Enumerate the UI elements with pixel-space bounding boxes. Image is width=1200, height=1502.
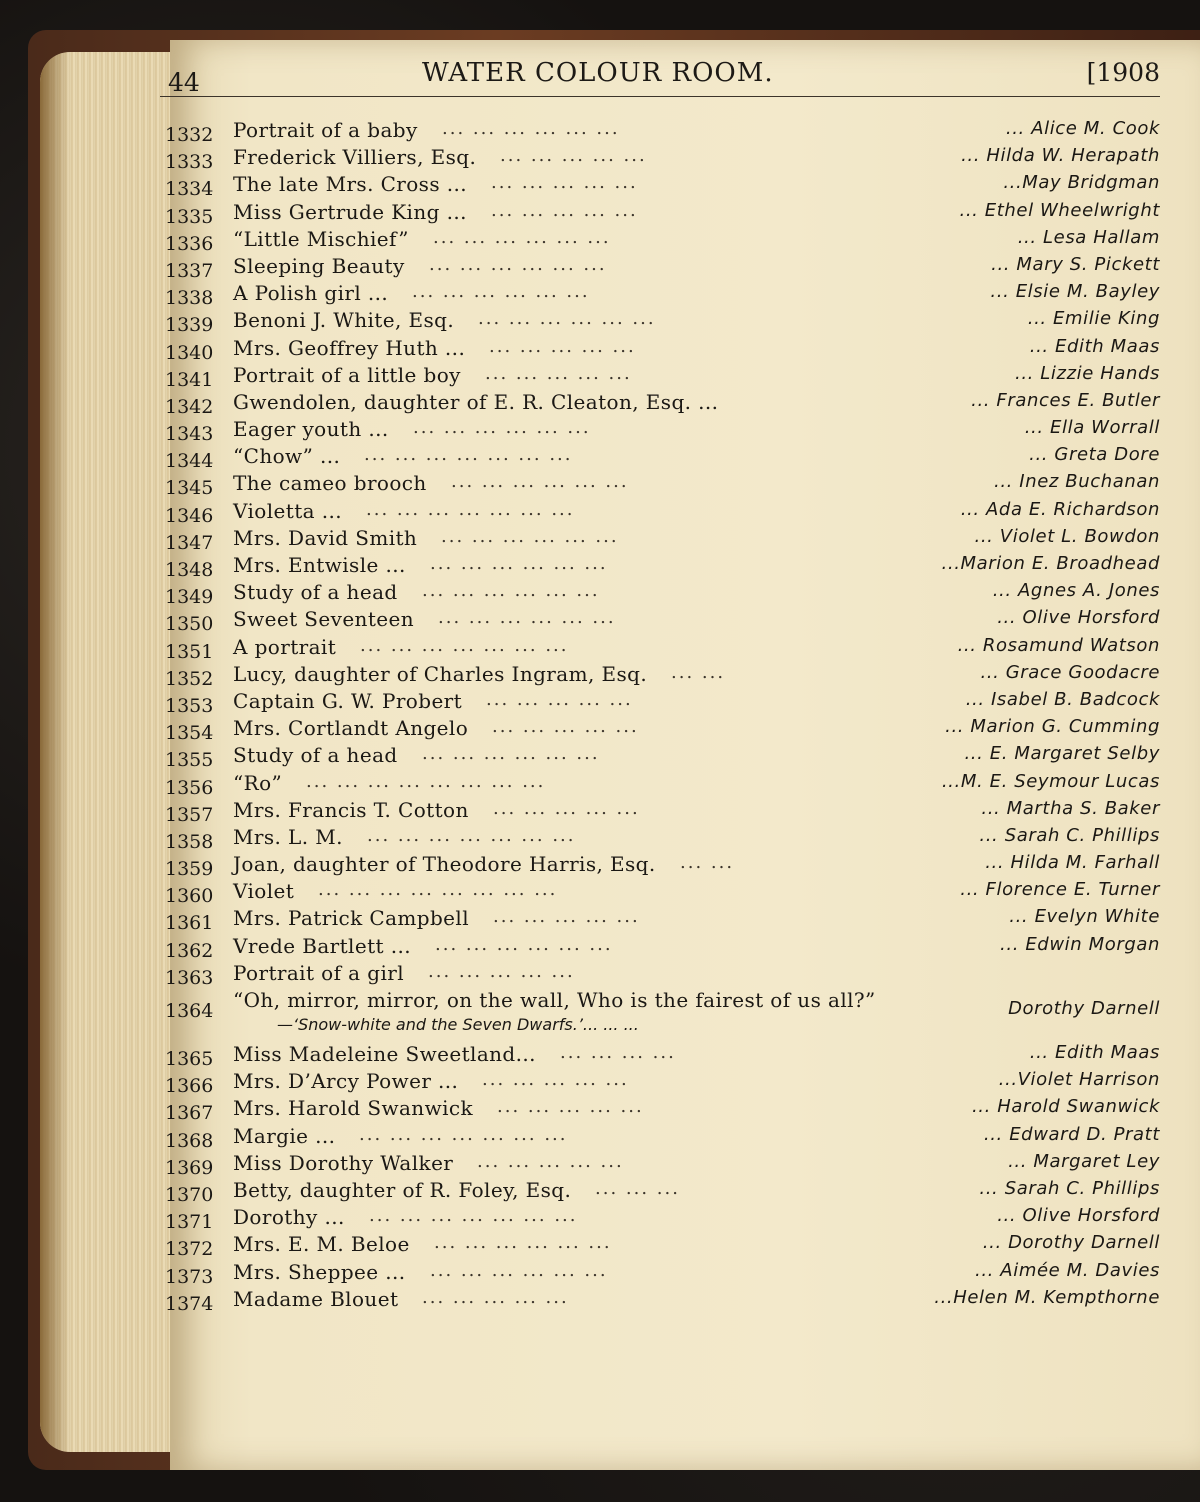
entry-number: 1338: [165, 287, 214, 310]
catalogue-entry: [165, 390, 1160, 417]
entry-number: 1336: [165, 232, 214, 255]
leader-dots: ... ... ...: [595, 1177, 680, 1199]
entry-number: 1374: [165, 1292, 214, 1315]
entry-title: Mrs. Cortlandt Angelo: [233, 716, 469, 741]
entry-title: Mrs. Entwisle ...: [233, 553, 406, 577]
catalogue-entry: [165, 961, 1160, 988]
artist-name: ... Florence E. Turner: [960, 879, 1160, 901]
entry-title: Mrs. Sheppee ...: [233, 1259, 406, 1284]
catalogue-entry: [165, 580, 1160, 607]
entry-title: Mrs. L. M.: [233, 824, 343, 849]
catalogue-entry: [165, 227, 1160, 254]
entry-title: Mrs. Patrick Campbell: [233, 906, 469, 931]
artist-name: ... Alice M. Cook: [1005, 118, 1160, 139]
catalogue-entry: [165, 1151, 1160, 1178]
catalogue-entry: [165, 906, 1160, 933]
artist-name: ... Grace Goodacre: [980, 661, 1160, 683]
entry-title: Violet: [233, 879, 295, 904]
leader-dots: ... ... ... ... ...: [482, 1069, 629, 1091]
entry-title: “Chow” ...: [233, 444, 341, 469]
leader-dots: ... ... ... ... ... ...: [441, 525, 619, 547]
catalogue-list: [165, 118, 1160, 1314]
leader-dots: ... ... ... ... ... ... ... ...: [318, 879, 558, 901]
leader-dots: ... ... ... ... ... ...: [434, 1232, 612, 1254]
catalogue-entry: [165, 879, 1160, 906]
entry-subtitle: —‘Snow-white and the Seven Dwarfs.’... ... ...: [277, 1015, 639, 1034]
entry-number: 1352: [165, 667, 214, 690]
artist-name: ... Edith Maas: [1029, 1042, 1160, 1063]
catalogue-entry: [165, 662, 1160, 689]
artist-name: ...Marion E. Broadhead: [941, 553, 1160, 574]
leader-dots: ... ... ... ... ... ...: [478, 308, 656, 330]
catalogue-entry: [165, 172, 1160, 199]
catalogue-entry: [165, 852, 1160, 879]
artist-name: ... Elsie M. Bayley: [990, 281, 1160, 303]
catalogue-entry: [165, 499, 1160, 526]
catalogue-entry: [165, 526, 1160, 553]
entry-title: Mrs. D’Arcy Power ...: [233, 1069, 459, 1094]
catalogue-entry: [165, 1260, 1160, 1287]
leader-dots: ... ... ... ... ... ... ...: [369, 1205, 578, 1227]
entry-number: 1350: [165, 613, 214, 636]
entry-number: 1357: [165, 803, 214, 826]
entry-number: 1342: [165, 395, 214, 418]
entry-number: 1355: [165, 749, 214, 772]
leader-dots: ... ... ... ... ... ...: [429, 253, 607, 275]
entry-title: Mrs. Harold Swanwick: [233, 1096, 474, 1121]
catalogue-entry: [165, 1232, 1160, 1259]
leader-dots: ... ... ... ... ... ... ...: [366, 498, 575, 520]
artist-name: ...Violet Harrison: [998, 1069, 1160, 1091]
artist-name: ... Aimée M. Davies: [975, 1259, 1160, 1281]
entry-number: 1334: [165, 178, 214, 201]
catalogue-entry: [165, 988, 1160, 1042]
catalogue-entry: [165, 471, 1160, 498]
leader-dots: ... ... ... ...: [560, 1042, 676, 1063]
artist-name: ... Mary S. Pickett: [991, 253, 1160, 275]
leader-dots: ... ... ... ... ...: [486, 688, 633, 710]
leader-dots: ... ... ... ... ...: [491, 172, 638, 194]
artist-name: ... Ada E. Richardson: [960, 498, 1160, 520]
leader-dots: ... ... ... ... ... ... ...: [360, 634, 569, 656]
catalogue-entry: [165, 1287, 1160, 1314]
entry-number: 1356: [165, 776, 214, 799]
catalogue-entry: [165, 363, 1160, 390]
entry-number: 1348: [165, 559, 214, 581]
leader-dots: ... ... ... ... ... ... ...: [359, 1123, 568, 1145]
leader-dots: ... ... ... ... ... ...: [438, 607, 616, 629]
catalogue-entry: [165, 308, 1160, 335]
entry-number: 1332: [165, 124, 214, 146]
artist-name: ... Isabel B. Badcock: [965, 688, 1160, 710]
artist-name: ... Olive Horsford: [997, 1205, 1160, 1227]
catalogue-entry: [165, 444, 1160, 471]
leader-dots: ... ... ... ... ... ... ...: [367, 824, 576, 846]
entry-title: Lucy, daughter of Charles Ingram, Esq.: [233, 661, 648, 686]
artist-name: ...M. E. Seymour Lucas: [941, 770, 1160, 792]
entry-number: 1351: [165, 640, 214, 663]
leader-dots: ... ...: [680, 852, 735, 874]
catalogue-entry: [165, 553, 1160, 580]
leader-dots: ... ... ... ... ... ...: [433, 226, 611, 248]
entry-title: “Little Mischief”: [233, 226, 409, 251]
entry-title: Mrs. David Smith: [233, 525, 418, 550]
leader-dots: ... ... ... ... ... ...: [451, 471, 629, 493]
artist-name: ... Agnes A. Jones: [992, 580, 1160, 602]
section-title: WATER COLOUR ROOM.: [422, 58, 774, 88]
entry-title: Dorothy ...: [233, 1205, 345, 1230]
catalogue-entry: [165, 417, 1160, 444]
entry-title: A portrait: [233, 634, 337, 659]
entry-number: 1373: [165, 1265, 214, 1288]
entry-number: 1347: [165, 531, 214, 554]
entry-number: 1366: [165, 1075, 214, 1098]
entry-number: 1361: [165, 912, 214, 935]
entry-title: Mrs. Francis T. Cotton: [233, 797, 469, 822]
entry-number: 1345: [165, 477, 214, 500]
entry-number: 1360: [165, 885, 214, 908]
artist-name: ... Harold Swanwick: [971, 1096, 1160, 1118]
artist-name: ... Hilda W. Herapath: [961, 145, 1160, 167]
leader-dots: ... ... ... ... ...: [493, 797, 640, 819]
entry-number: 1333: [165, 151, 214, 174]
entry-title: Betty, daughter of R. Foley, Esq.: [233, 1177, 572, 1202]
entry-title: “Ro”: [233, 770, 283, 795]
artist-name: Dorothy Darnell: [1008, 998, 1160, 1019]
artist-name: ... Frances E. Butler: [971, 389, 1160, 411]
entry-title: Miss Madeleine Sweetland...: [233, 1042, 536, 1066]
artist-name: ... Edith Maas: [1029, 335, 1160, 357]
leader-dots: ... ... ... ... ... ...: [422, 580, 600, 602]
entry-number: 1337: [165, 259, 214, 282]
artist-name: ... Emilie King: [1027, 308, 1160, 330]
catalogue-entry: [165, 118, 1160, 145]
entry-number: 1354: [165, 722, 214, 745]
page-number: 44: [168, 68, 200, 97]
artist-name: ...May Bridgman: [1003, 172, 1160, 194]
artist-name: ... Hilda M. Farhall: [985, 852, 1160, 874]
entry-number: 1346: [165, 504, 214, 527]
entry-number: 1359: [165, 858, 214, 881]
entry-number: 1372: [165, 1238, 214, 1261]
leader-dots: ... ... ... ... ... ...: [442, 118, 620, 139]
leader-dots: ... ... ... ... ... ... ... ...: [306, 770, 546, 792]
catalogue-entry: [165, 145, 1160, 172]
catalogue-entry: [165, 200, 1160, 227]
artist-name: ... Sarah C. Phillips: [979, 824, 1160, 846]
leader-dots: ... ... ... ... ... ...: [430, 1259, 608, 1281]
entry-title: Sweet Seventeen: [233, 607, 415, 632]
entry-number: 1344: [165, 450, 214, 473]
leader-dots: ... ... ... ... ... ...: [430, 553, 608, 574]
catalogue-entry: [165, 716, 1160, 743]
leader-dots: ... ... ... ... ...: [485, 362, 632, 384]
artist-name: ... Ella Worrall: [1024, 417, 1160, 439]
artist-name: ... Sarah C. Phillips: [979, 1177, 1160, 1199]
leader-dots: ... ... ... ... ...: [489, 335, 636, 357]
entry-number: 1341: [165, 368, 214, 391]
catalogue-entry: [165, 689, 1160, 716]
entry-number: 1362: [165, 939, 214, 962]
entry-number: 1349: [165, 586, 214, 609]
artist-name: ... Martha S. Baker: [981, 797, 1160, 819]
catalogue-entry: [165, 336, 1160, 363]
entry-title: Benoni J. White, Esq.: [233, 308, 455, 333]
entry-number: 1340: [165, 341, 214, 364]
header-rule: [160, 96, 1160, 97]
catalogue-entry: [165, 607, 1160, 634]
artist-name: ... Inez Buchanan: [994, 471, 1160, 493]
entry-number: 1369: [165, 1156, 214, 1179]
leader-dots: ... ... ... ... ...: [493, 906, 640, 928]
artist-name: ... Ethel Wheelwright: [959, 199, 1160, 221]
entry-number: 1364: [165, 1000, 214, 1022]
entry-number: 1367: [165, 1102, 214, 1125]
catalogue-entry: [165, 1069, 1160, 1096]
catalogue-entry: [165, 771, 1160, 798]
catalogue-entry: [165, 825, 1160, 852]
entry-title: Portrait of a little boy: [233, 362, 461, 387]
artist-name: ... Greta Dore: [1029, 444, 1160, 466]
leader-dots: ... ... ... ... ... ...: [435, 933, 613, 955]
leader-dots: ... ... ... ... ... ...: [422, 743, 600, 765]
catalogue-entry: [165, 1205, 1160, 1232]
artist-name: ... Lizzie Hands: [1015, 362, 1160, 384]
entry-number: 1339: [165, 314, 214, 337]
leader-dots: ... ... ... ... ... ... ...: [364, 444, 573, 466]
entry-title: Miss Dorothy Walker: [233, 1150, 454, 1175]
artist-name: ... Violet L. Bowdon: [974, 525, 1160, 547]
entry-title: The cameo brooch: [233, 471, 427, 496]
entry-title: “Oh, mirror, mirror, on the wall, Who is the fairest of us all?”: [233, 988, 876, 1012]
artist-name: ... Lesa Hallam: [1017, 226, 1160, 248]
entry-title: Margie ...: [233, 1123, 336, 1148]
leader-dots: ... ... ... ... ...: [491, 199, 638, 221]
catalogue-entry: [165, 1042, 1160, 1069]
entry-title: Eager youth ...: [233, 417, 389, 442]
catalogue-entry: [165, 798, 1160, 825]
entry-title: Portrait of a baby: [233, 118, 418, 142]
entry-title: Frederick Villiers, Esq.: [233, 145, 477, 170]
entry-title: Study of a head: [233, 743, 398, 768]
entry-title: Miss Gertrude King ...: [233, 199, 467, 224]
entry-title: Mrs. Geoffrey Huth ...: [233, 335, 466, 360]
leader-dots: ... ...: [671, 661, 726, 683]
entry-title: Portrait of a girl: [233, 960, 404, 985]
artist-name: ... Rosamund Watson: [957, 634, 1160, 656]
entry-number: 1370: [165, 1183, 214, 1206]
catalogue-entry: [165, 1178, 1160, 1205]
entry-title: Gwendolen, daughter of E. R. Cleaton, Esq. ...: [233, 389, 719, 414]
catalogue-entry: [165, 1124, 1160, 1151]
artist-name: ... Evelyn White: [1009, 906, 1160, 928]
entry-number: 1368: [165, 1129, 214, 1152]
catalogue-entry: [165, 281, 1160, 308]
leader-dots: ... ... ... ... ...: [428, 960, 575, 982]
entry-number: 1363: [165, 966, 214, 989]
entry-number: 1371: [165, 1211, 214, 1234]
artist-name: ... E. Margaret Selby: [964, 743, 1160, 765]
entry-title: Vrede Bartlett ...: [233, 933, 411, 958]
leader-dots: ... ... ... ... ...: [492, 716, 639, 738]
leader-dots: ... ... ... ... ... ...: [413, 417, 591, 439]
entry-number: 1343: [165, 423, 214, 446]
artist-name: ... Olive Horsford: [997, 607, 1160, 629]
catalogue-entry: [165, 743, 1160, 770]
artist-name: ... Marion G. Cumming: [945, 716, 1160, 738]
entry-title: A Polish girl ...: [233, 281, 389, 306]
catalogue-entry: [165, 254, 1160, 281]
entry-number: 1335: [165, 205, 214, 228]
entry-number: 1353: [165, 694, 214, 717]
entry-number: 1358: [165, 830, 214, 853]
artist-name: ... Margaret Ley: [1008, 1150, 1160, 1172]
entry-number: 1365: [165, 1048, 214, 1070]
artist-name: ... Edward D. Pratt: [983, 1123, 1160, 1145]
leader-dots: ... ... ... ... ...: [422, 1286, 569, 1308]
entry-title: Madame Blouet: [233, 1286, 399, 1311]
leader-dots: ... ... ... ... ...: [497, 1096, 644, 1118]
artist-name: ... Edwin Morgan: [1000, 933, 1160, 955]
catalogue-entry: [165, 1096, 1160, 1123]
entry-title: Mrs. E. M. Beloe: [233, 1232, 410, 1257]
page-header: [168, 58, 1160, 98]
entry-title: Joan, daughter of Theodore Harris, Esq.: [233, 852, 656, 877]
entry-title: Violetta ...: [233, 498, 342, 523]
catalogue-entry: [165, 635, 1160, 662]
leader-dots: ... ... ... ... ...: [477, 1150, 624, 1172]
year-label: [1908: [1086, 58, 1160, 87]
entry-title: Captain G. W. Probert: [233, 688, 463, 713]
entry-title: The late Mrs. Cross ...: [233, 172, 468, 197]
catalogue-entry: [165, 934, 1160, 961]
leader-dots: ... ... ... ... ... ...: [412, 281, 590, 303]
artist-name: ... Dorothy Darnell: [982, 1232, 1160, 1254]
leader-dots: ... ... ... ... ...: [500, 145, 647, 167]
entry-title: Study of a head: [233, 580, 398, 605]
entry-title: Sleeping Beauty: [233, 253, 405, 278]
artist-name: ...Helen M. Kempthorne: [934, 1286, 1160, 1308]
